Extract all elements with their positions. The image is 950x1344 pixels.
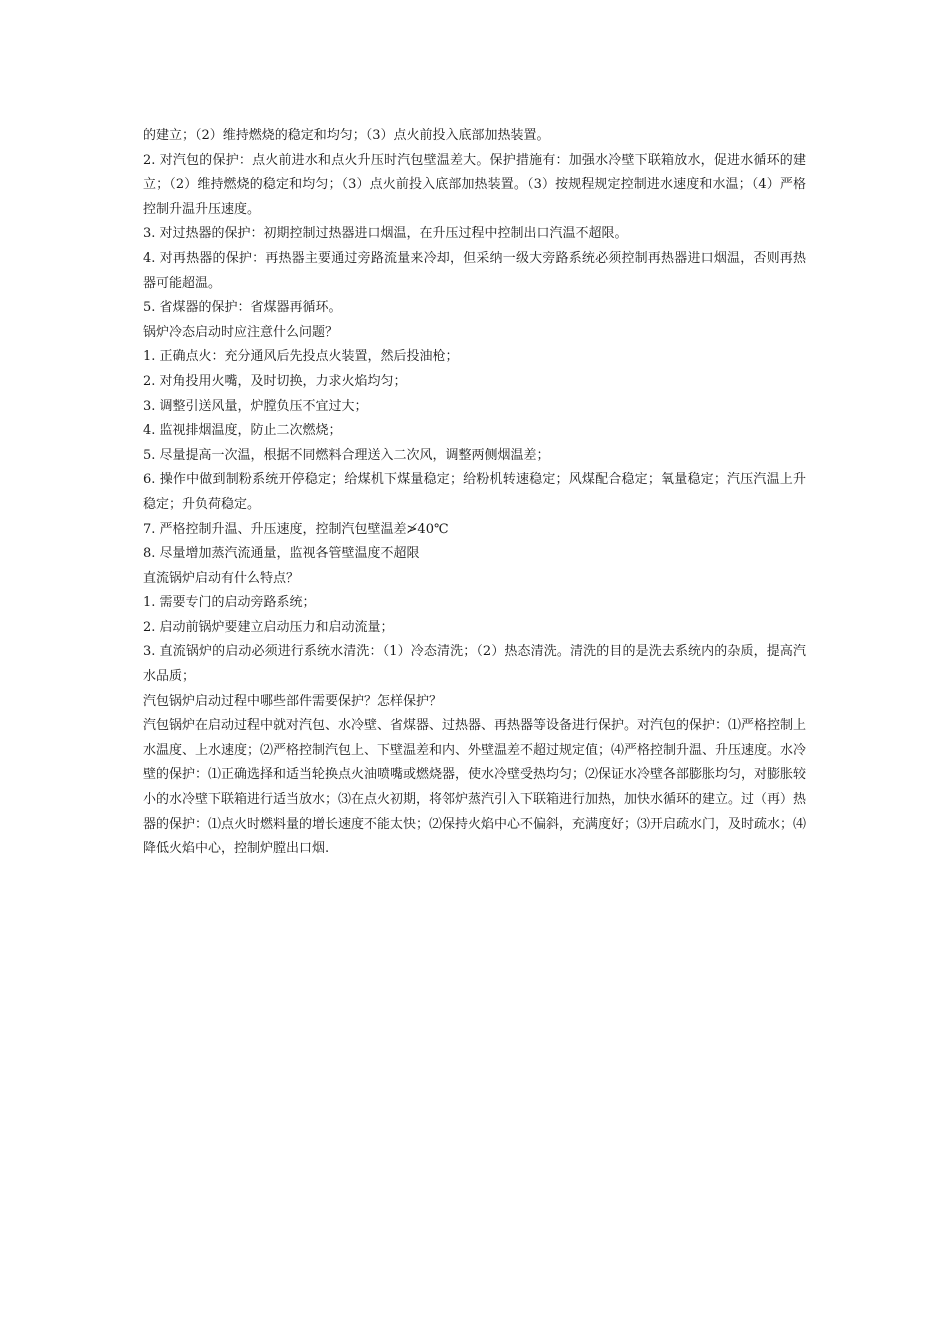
list-item: 5. 尽量提高一次温，根据不同燃料合理送入二次风，调整两侧烟温差；: [143, 447, 550, 463]
question-heading: 直流锅炉启动有什么特点？: [143, 570, 300, 586]
paragraph: 3. 对过热器的保护：初期控制过热器进口烟温，在升压过程中控制出口汽温不超限。: [143, 226, 628, 242]
list-item: 1. 需要专门的启动旁路系统；: [143, 595, 316, 611]
list-item: 2. 启动前锅炉要建立启动压力和启动流量；: [143, 619, 394, 635]
document-body: [143, 124, 806, 862]
question-heading: 汽包锅炉启动过程中哪些部件需要保护？怎样保护？: [143, 693, 443, 709]
paragraph: 的建立；（2）维持燃烧的稳定和均匀；（3）点火前投入底部加热装置。: [143, 128, 550, 143]
answer-paragraph: 汽包锅炉在启动过程中就对汽包、水冷壁、省煤器、过热器、再热器等设备进行保护。对汽包的保护：⑴严格控制上水温度、上水速度；⑵严格控制汽包上、下壁温差和内、外壁温差不超过规定值；⑷严格控制升温、升压速度。水冷壁的保护：⑴正确选择和适当轮换点火油喷嘴或燃烧器，使水冷壁受热均匀；⑵保证水冷壁各部膨胀均匀，对膨胀较小的水冷壁下联箱进行适当放水；⑶在点火初期，将邻炉蒸汽引入下联箱进行加热，加快水循环的建立。过（再）热器的保护：⑴点火时燃料量的增长速度不能太快；⑵保持火焰中心不偏斜，充满度好；⑶开启疏水门，及时疏水；⑷降低火焰中心，控制炉膛出口烟.: [143, 718, 807, 857]
list-item: 3. 调整引送风量，炉膛负压不宜过大；: [143, 398, 368, 414]
question-heading: 锅炉冷态启动时应注意什么问题？: [143, 324, 339, 340]
list-item: 3. 直流锅炉的启动必须进行系统水清洗：（1）冷态清洗；（2）热态清洗。清洗的目的是洗去系统内的杂质，提高汽水品质；: [143, 644, 806, 685]
list-item: 8. 尽量增加蒸汽流通量，监视各管壁温度不超限: [143, 546, 420, 562]
paragraph: 5. 省煤器的保护：省煤器再循环。: [143, 300, 342, 316]
list-item: 4. 监视排烟温度，防止二次燃烧；: [143, 423, 342, 439]
paragraph: 4. 对再热器的保护：再热器主要通过旁路流量来冷却，但采纳一级大旁路系统必须控制再热器进口烟温，否则再热器可能超温。: [143, 250, 806, 291]
list-item: 7. 严格控制升温、升压速度，控制汽包壁温差≯40℃: [143, 521, 449, 537]
list-item: 6. 操作中做到制粉系统开停稳定；给煤机下煤量稳定；给粉机转速稳定；风煤配合稳定；氧量稳定；汽压汽温上升稳定；升负荷稳定。: [143, 472, 806, 512]
list-item: 2. 对角投用火嘴，及时切换，力求火焰均匀；: [143, 373, 407, 389]
paragraph: 2. 对汽包的保护：点火前进水和点火升压时汽包壁温差大。保护措施有：加强水冷壁下联箱放水，促进水循环的建立；（2）维持燃烧的稳定和均匀；（3）点火前投入底部加热装置。（3）按规程规定控制进水速度和水温；（4）严格控制升温升压速度。: [143, 152, 806, 217]
list-item: 1. 正确点火：充分通风后先投点火装置，然后投油枪；: [143, 349, 459, 365]
